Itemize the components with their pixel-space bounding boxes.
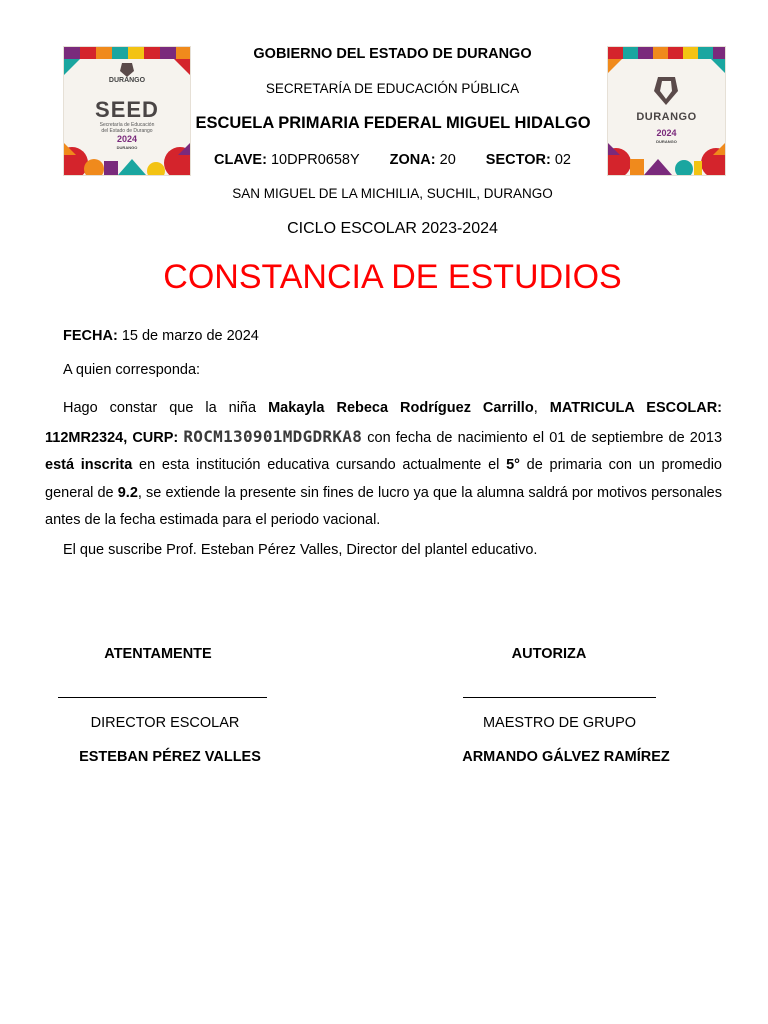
body-text-1: Hago constar que la niña [63, 400, 269, 416]
logo-subtitle-1: Secretaría de Educación [99, 122, 155, 128]
body-text-2: , [533, 400, 550, 416]
seed-logo [63, 46, 191, 176]
sector-value: 02 [554, 152, 571, 168]
clave-label: CLAVE: [214, 152, 267, 168]
body-text-5: de primaria con un promedio general de [45, 457, 722, 501]
right-signature-role: MAESTRO DE GRUPO [482, 715, 637, 731]
grade-value: 5° [506, 457, 520, 473]
logo-top-label: DURANGO [108, 77, 146, 84]
zona-label: ZONA: [389, 152, 436, 168]
durango-logo [607, 46, 726, 176]
logo-subtitle-2: del Estado de Durango [101, 128, 153, 134]
school-name: ESCUELA PRIMARIA FEDERAL MIGUEL HIDALGO [195, 114, 591, 132]
matricula-label: MATRICULA ESCOLAR: 112MR2324, CURP: [45, 400, 723, 446]
sector-label: SECTOR: [485, 152, 551, 168]
date-label: FECHA: [63, 328, 118, 344]
document-title: CONSTANCIA DE ESTUDIOS [163, 258, 622, 296]
date-value: 15 de marzo de 2024 [121, 328, 259, 344]
secretariat-heading: SECRETARÍA DE EDUCACIÓN PÚBLICA [265, 81, 520, 96]
signatory-statement: El que suscribe Prof. Esteban Pérez Valles, Director del plantel educativo. [63, 542, 538, 558]
logo-label: DURANGO [636, 111, 697, 123]
left-signature-line [58, 697, 267, 698]
school-codes [190, 152, 595, 168]
zona-value: 20 [439, 152, 456, 168]
left-signature-role: DIRECTOR ESCOLAR [90, 715, 240, 731]
date-line [63, 328, 259, 344]
body-paragraph [45, 395, 722, 535]
student-name: Makayla Rebeca Rodríguez Carrillo [268, 400, 534, 416]
right-signature-line [463, 697, 656, 698]
logo-acronym: SEED [95, 97, 159, 122]
logo-year: 2024 [656, 128, 677, 138]
left-signature-heading: ATENTAMENTE [104, 646, 212, 662]
curp-value: ROCM130901MDGDRKA8 [183, 426, 363, 446]
body-text-4: en esta institución educativa cursando actualmente el [132, 457, 507, 473]
body-text-3: con fecha de nacimiento el 01 de septiembre de 2013 [362, 429, 723, 446]
school-address: SAN MIGUEL DE LA MICHILIA, SUCHIL, DURANGO [232, 186, 553, 201]
left-signature-name: ESTEBAN PÉREZ VALLES [79, 749, 261, 765]
logo-bottom-label: DURANGO [656, 139, 677, 144]
body-text-6: , se extiende la presente sin fines de lucro ya que la alumna saldrá por motivos personales antes de la fecha estimada para el periodo vacional. [45, 484, 723, 528]
average-value: 9.2 [117, 484, 138, 501]
salutation: A quien corresponda: [63, 362, 201, 378]
enrollment-status: está inscrita [45, 457, 133, 473]
school-cycle: CICLO ESCOLAR 2023-2024 [287, 220, 498, 237]
right-signature-name: ARMANDO GÁLVEZ RAMÍREZ [462, 749, 670, 765]
right-signature-heading: AUTORIZA [511, 646, 587, 662]
clave-value: 10DPR0658Y [270, 152, 360, 168]
government-heading: GOBIERNO DEL ESTADO DE DURANGO [253, 46, 532, 62]
logo-bottom-label: DURANGO [116, 145, 138, 150]
logo-year: 2024 [116, 134, 138, 144]
